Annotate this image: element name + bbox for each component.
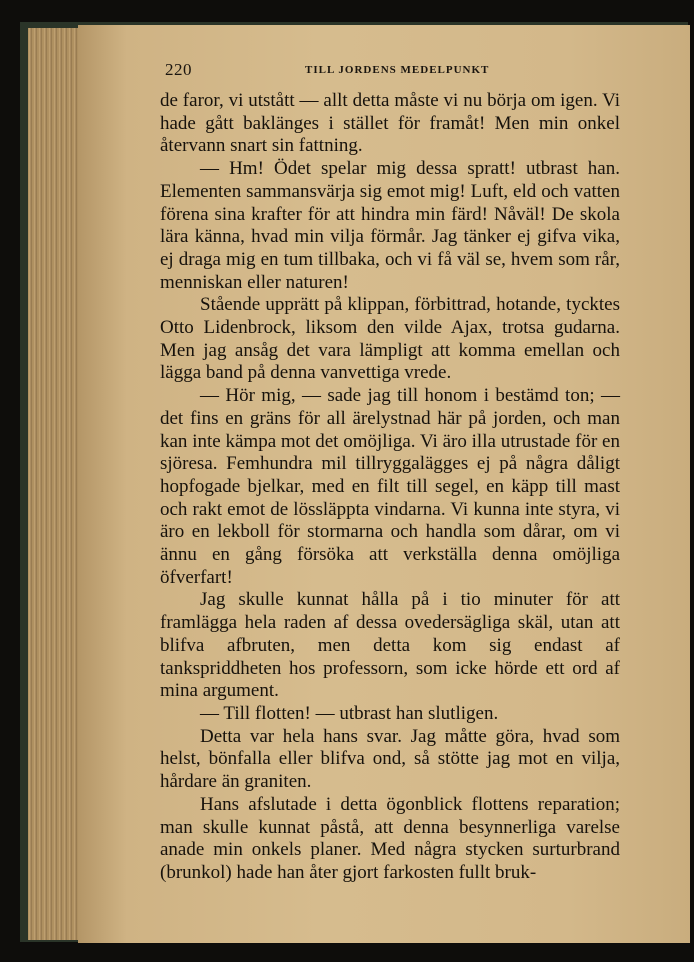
page-number: 220 bbox=[165, 60, 192, 79]
paragraph: de faror, vi utstått — allt detta måste vi nu börja om igen. Vi hade gått baklänges i stället för framåt! Men min onkel återvann snart sin fattning. bbox=[160, 90, 620, 157]
body-text bbox=[160, 90, 620, 885]
page-edges bbox=[28, 28, 83, 940]
paragraph: Detta var hela hans svar. Jag måtte göra, hvad som helst, bönfalla eller blifva ond, så stötte jag mot en vilja, hårdare än graniten. bbox=[160, 725, 620, 793]
page-header bbox=[165, 60, 625, 82]
running-head: TILL JORDENS MEDELPUNKT bbox=[305, 64, 490, 76]
paragraph: — Hm! Ödet spelar mig dessa spratt! utbrast han. Elementen sammansvärja sig emot mig! Luft, eld och vatten förena sina krafter för att hindra min färd! Nåväl! De skola lära känna, hvad min vilja förmår. Jag tänker ej gifva vika, ej draga mig en tum tillbaka, och vi få väl se, hvem som rår, menniskan eller naturen! bbox=[160, 158, 620, 293]
paragraph: — Till flotten! — utbrast han slutligen. bbox=[200, 702, 499, 724]
paragraph: Hans afslutade i detta ögonblick flottens reparation; man skulle kunnat påstå, att denna besynnerliga varelse anade min onkels planer. Med några stycken surturbrand (brunkol) hade han åter gjort farkosten fullt bruk- bbox=[160, 793, 620, 883]
paragraph: Stående upprätt på klippan, förbittrad, hotande, tycktes Otto Lidenbrock, liksom den vilde Ajax, trotsa gudarna. Men jag ansåg det vara lämpligt att komma emellan och lägga band på denna vanvettiga vrede. bbox=[160, 294, 620, 384]
paragraph: — Hör mig, — sade jag till honom i bestämd ton; — det fins en gräns för all ärelystnad här på jorden, och man kan inte kämpa mot det omöjliga. Vi äro illa utrustade för en sjöresa. Femhundra mil tillryggalägges ej på några dåligt hopfogade bjelkar, med en filt till segel, en käpp till mast och rakt emot de lössläppta vindarna. Vi kunna inte styra, vi äro en lekboll för stormarna och handla som dårar, om vi ännu en gång försöka att verkställa denna omöjliga öfverfart! bbox=[160, 385, 620, 588]
paragraph: Jag skulle kunnat hålla på i tio minuter för att framlägga hela raden af dessa ovedersägliga skäl, utan att blifva afbruten, men detta kom sig endast af tankspriddheten hos professorn, som icke hörde ett ord af mina argument. bbox=[160, 589, 620, 702]
